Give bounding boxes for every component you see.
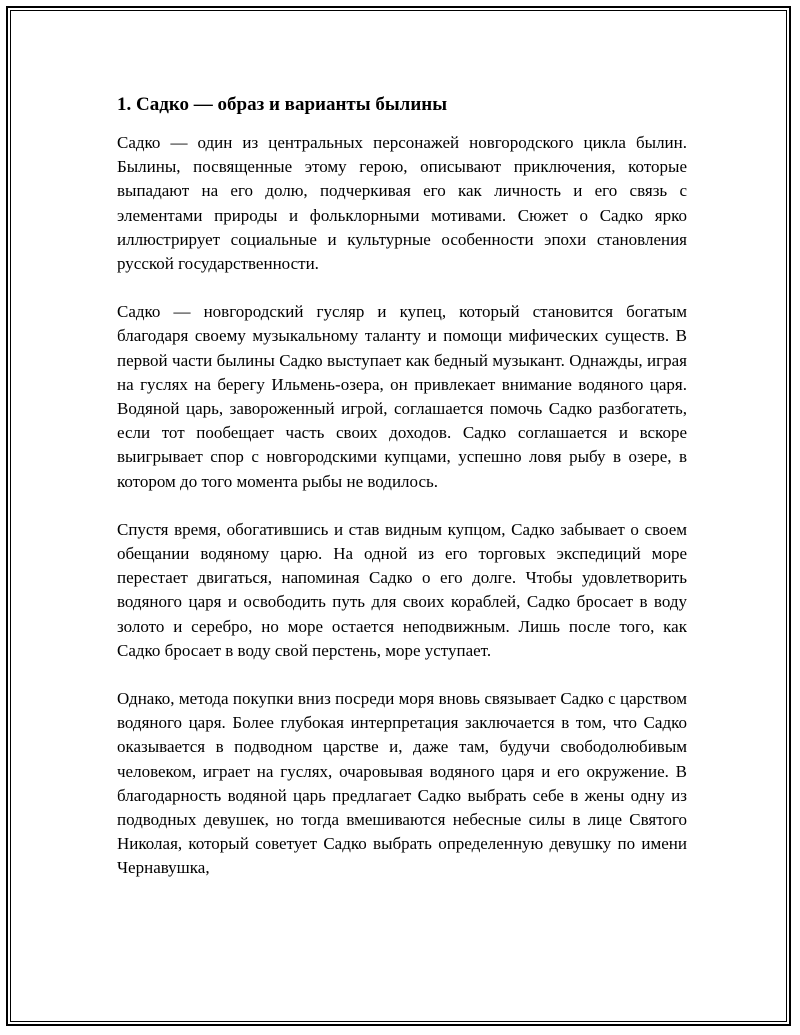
paragraph-4: Однако, метода покупки вниз посреди моря вновь связывает Садко с царством водяного царя. Более глубокая интерпретация заключается в том, что Садко оказывается в подводном царстве и, даже там, будучи свободолюбивым человеком, играет на гуслях, очаровывая водяного царя и его окружение. В благодарность водяной царь предлагает Садко выбрать себе в жены одну из подводных девушек, но тогда вмешиваются небесные силы в лице Святого Николая, который советует Садко выбрать определенную девушку по имени Чернавушка, bbox=[117, 689, 687, 878]
page-content bbox=[117, 92, 687, 905]
paragraph-3: Спустя время, обогатившись и став видным купцом, Садко забывает о своем обещании водяному царю. На одной из его торговых экспедиций море перестает двигаться, напоминая Садко о его долге. Чтобы удовлетворить водяного царя и освободить путь для своих кораблей, Садко бросает в воду золото и серебро, но море остается неподвижным. Лишь после того, как Садко бросает в воду свой перстень, море уступает. bbox=[117, 519, 687, 660]
section-heading: 1. Садко — образ и варианты былины bbox=[117, 94, 448, 115]
paragraph-1: Садко — один из центральных персонажей новгородского цикла былин. Былины, посвященные этому герою, описывают приключения, которые выпадают на его долю, подчеркивая его как личность и его связь с элементами природы и фольклорными мотивами. Сюжет о Садко ярко иллюстрирует социальные и культурные особенности эпохи становления русской государственности. bbox=[117, 133, 687, 274]
paragraph-2: Садко — новгородский гусляр и купец, который становится богатым благодаря своему музыкальному таланту и помощи мифических существ. В первой части былины Садко выступает как бедный музыкант. Однажды, играя на гуслях на берегу Ильмень-озера, он привлекает внимание водяного царя. Водяной царь, завороженный игрой, соглашается помочь Садко разбогатеть, если тот пообещает часть своих доходов. Садко соглашается и вскоре выигрывает спор с новгородскими купцами, успешно ловя рыбу в озере, в котором до того момента рыбы не водилось. bbox=[117, 302, 687, 491]
